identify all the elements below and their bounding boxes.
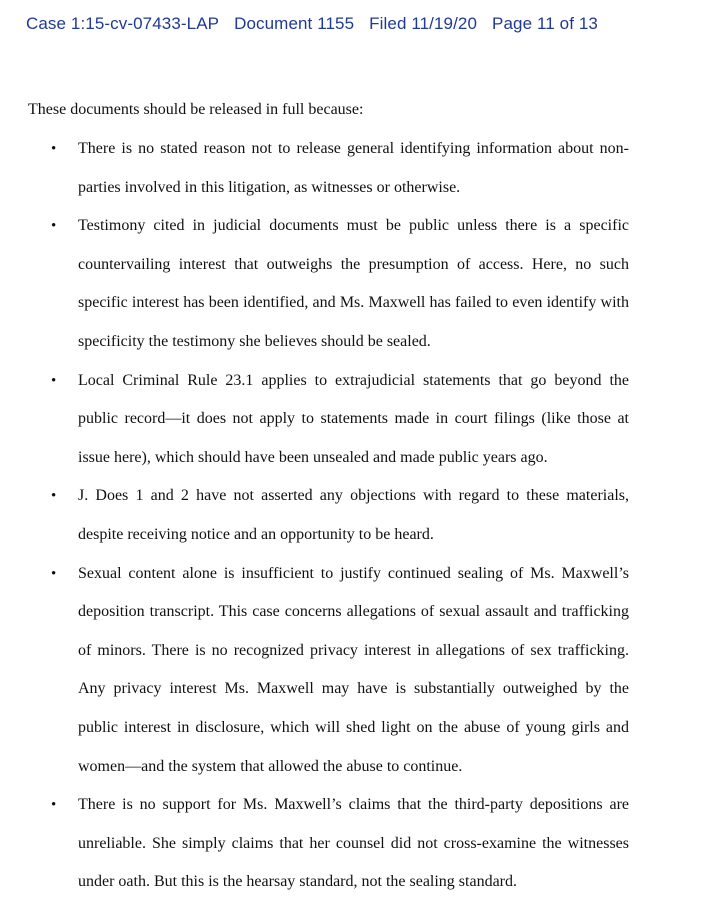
bullet-icon: • [51, 488, 57, 505]
case-number: Case 1:15-cv-07433-LAP [26, 14, 220, 33]
list-item [0, 555, 629, 787]
filed-date: Filed 11/19/20 [369, 14, 478, 33]
list-item [0, 786, 629, 902]
intro-paragraph: These documents should be released in full because: [28, 101, 364, 118]
bullet-icon: • [51, 797, 57, 814]
bullet-icon: • [51, 565, 57, 582]
court-filing-header [26, 14, 598, 34]
bullet-icon: • [51, 372, 57, 389]
list-item-text: Testimony cited in judicial documents must be public unless there is a specific countervailing interest that outweighs the presumption of access. Here, no such specific interest has been identified, and Ms. Maxwell has failed to even identify with specificity the testimony she believes should be sealed. [78, 217, 629, 350]
document-number: Document 1155 [234, 14, 355, 33]
list-item-text: There is no support for Ms. Maxwell’s claims that the third-party depositions are unreliable. She simply claims that her counsel did not cross-examine the witnesses under oath. But this is the hearsay standard, not the sealing standard. [78, 796, 629, 891]
list-item [0, 477, 629, 554]
list-item [0, 362, 629, 478]
list-item [0, 207, 629, 361]
bullet-icon: • [51, 141, 57, 157]
list-item [0, 130, 629, 207]
reasons-list [0, 130, 720, 902]
list-item-text: J. Does 1 and 2 have not asserted any objections with regard to these materials, despite receiving notice and an opportunity to be heard. [78, 487, 629, 543]
page-indicator: Page 11 of 13 [492, 14, 598, 33]
list-item-text: Local Criminal Rule 23.1 applies to extrajudicial statements that go beyond the public record—it does not apply to statements made in court filings (like those at issue here), which should have been unsealed and made public years ago. [78, 371, 629, 466]
list-item-text: Sexual content alone is insufficient to justify continued sealing of Ms. Maxwell’s deposition transcript. This case concerns allegations of sexual assault and trafficking of minors. There is no recognized privacy interest in allegations of sex trafficking. Any privacy interest Ms. Maxwell may have is substantially outweighed by the public interest in disclosure, which will shed light on the abuse of young girls and women—and the system that allowed the abuse to continue. [78, 564, 629, 775]
bullet-icon: • [51, 218, 57, 235]
list-item-text: There is no stated reason not to release general identifying information about non-parties involved in this litigation, as witnesses or otherwise. [78, 140, 629, 196]
